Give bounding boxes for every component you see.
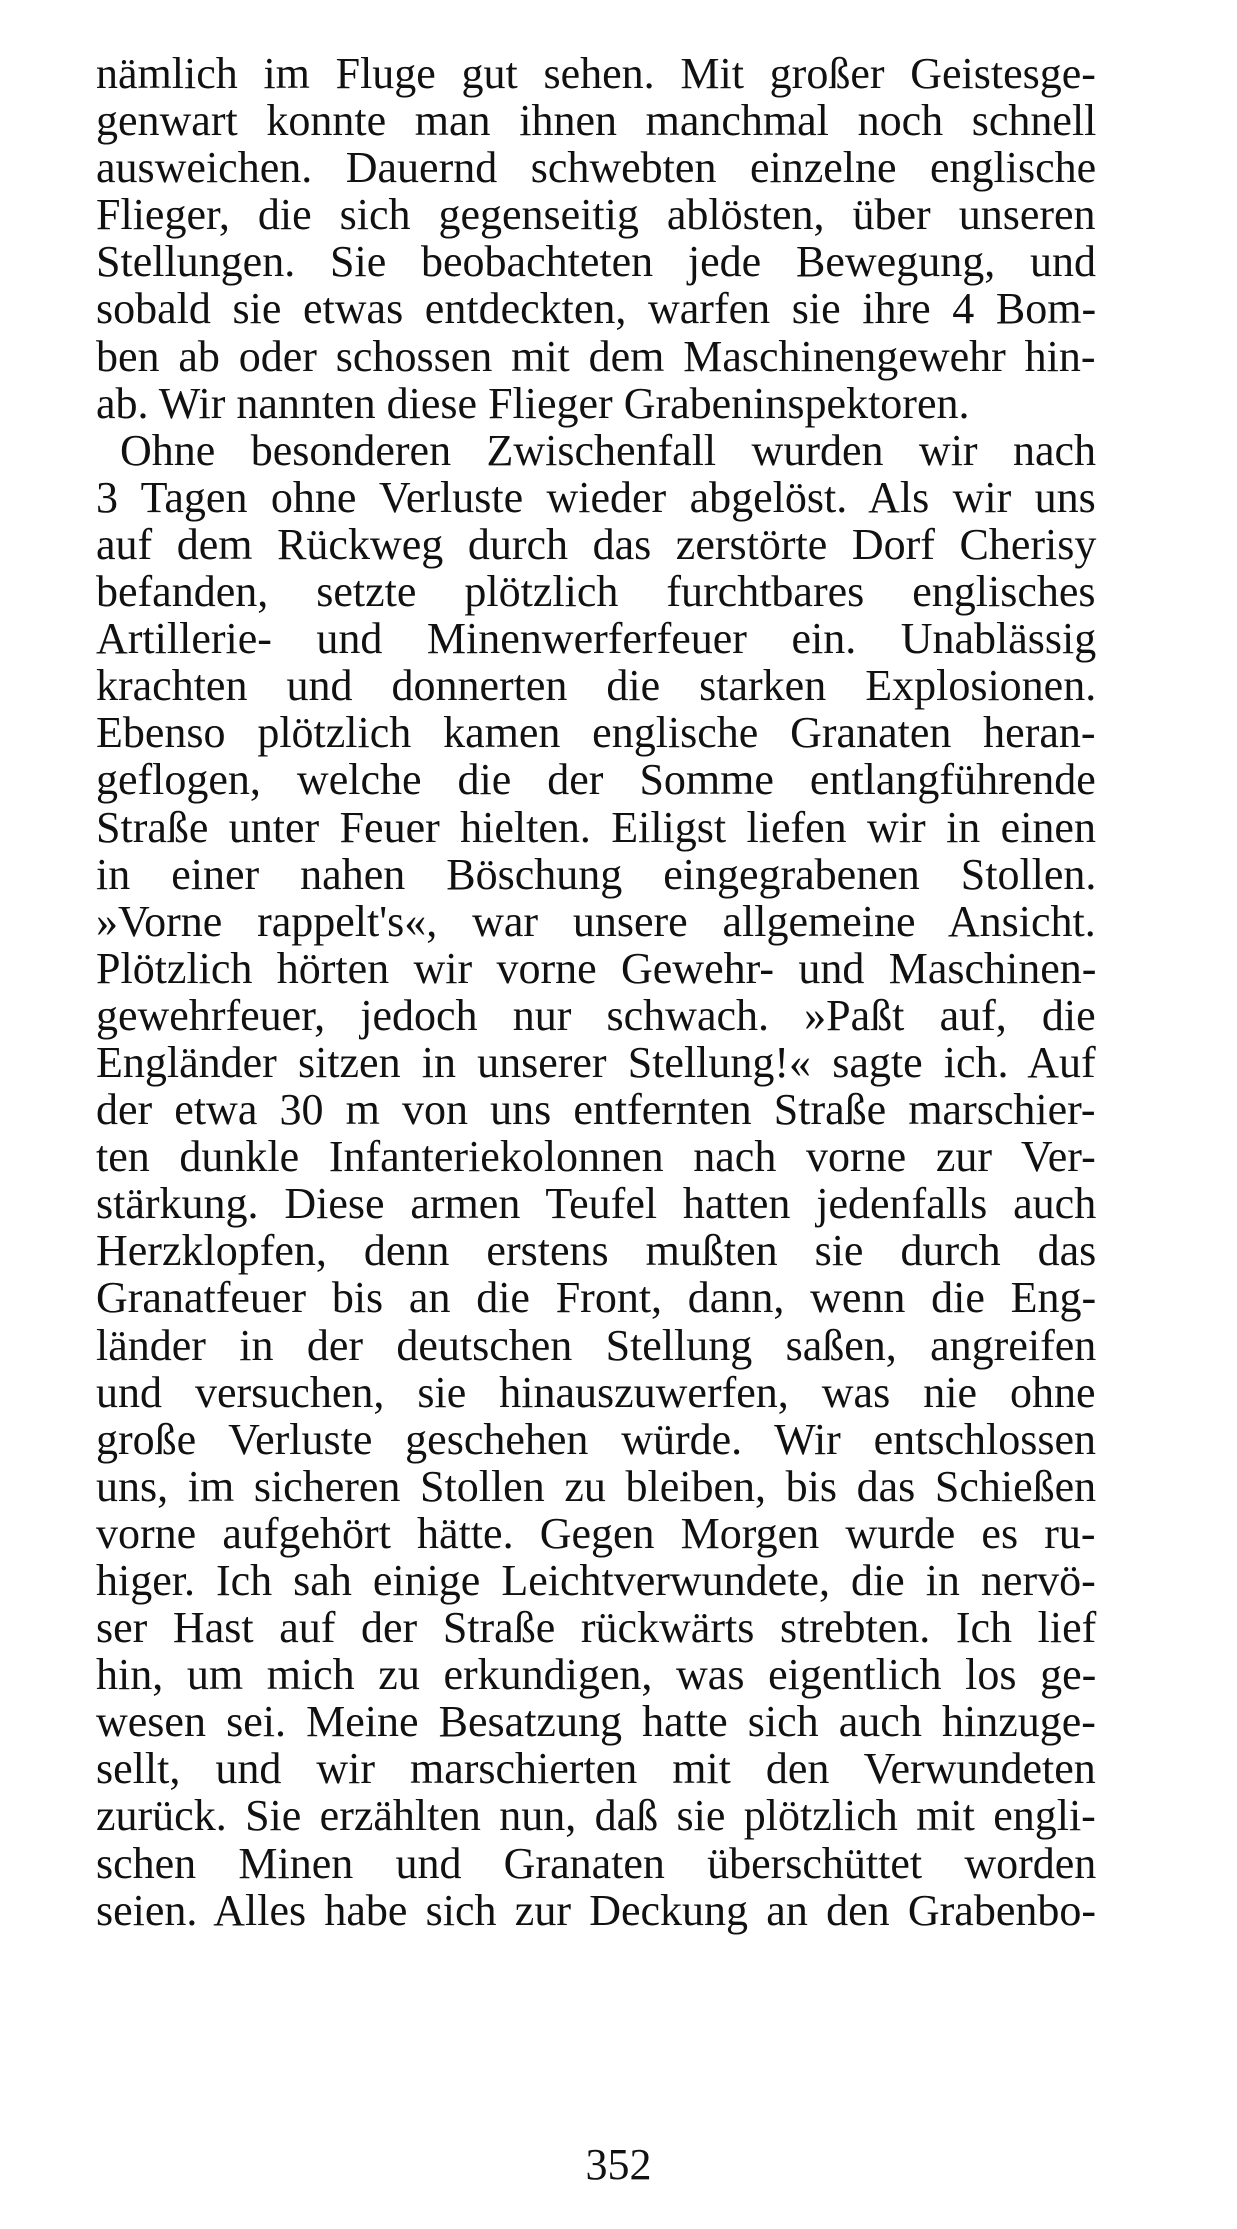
text-line: große Verluste geschehen würde. Wir entschlossen bbox=[96, 1414, 1097, 1464]
text-line: genwart konnte man ihnen manchmal noch schnell bbox=[96, 96, 1097, 146]
text-line: sellt, und wir marschierten mit den Verwundeten bbox=[96, 1744, 1096, 1794]
text-line: Ebenso plötzlich kamen englische Granaten heran- bbox=[96, 708, 1096, 758]
text-line: 3 Tagen ohne Verluste wieder abgelöst. Als wir uns bbox=[96, 472, 1096, 522]
text-line: sobald sie etwas entdeckten, warfen sie ihre 4 Bom- bbox=[96, 284, 1097, 334]
text-line: ten dunkle Infanteriekolonnen nach vorne zur Ver- bbox=[96, 1132, 1096, 1182]
paragraph-first-line: Ohne besonderen Zwischenfall wurden wir nach bbox=[120, 425, 1097, 475]
text-line: Straße unter Feuer hielten. Eiligst liefen wir in einen bbox=[96, 802, 1096, 852]
text-line: ab. Wir nannten diese Flieger Grabeninspektoren. bbox=[96, 378, 970, 428]
body-text bbox=[96, 50, 1096, 1934]
text-line: zurück. Sie erzählten nun, daß sie plötzlich mit engli- bbox=[96, 1791, 1096, 1841]
text-line: Engländer sitzen in unserer Stellung!« sagte ich. Auf bbox=[96, 1037, 1096, 1087]
text-line: krachten und donnerten die starken Explosionen. bbox=[96, 661, 1097, 711]
text-line: Stellungen. Sie beobachteten jede Bewegung, und bbox=[96, 237, 1096, 287]
text-line: Flieger, die sich gegenseitig ablösten, über unseren bbox=[96, 190, 1096, 240]
text-line: nämlich im Fluge gut sehen. Mit großer Geistesge- bbox=[96, 49, 1096, 98]
text-line: uns, im sicheren Stollen zu bleiben, bis das Schießen bbox=[96, 1461, 1097, 1511]
text-line: stärkung. Diese armen Teufel hatten jedenfalls auch bbox=[96, 1179, 1097, 1229]
page-number: 352 bbox=[585, 2140, 652, 2189]
text-line: in einer nahen Böschung eingegrabenen Stollen. bbox=[96, 849, 1097, 899]
text-line: higer. Ich sah einige Leichtverwundete, die in nervö- bbox=[96, 1556, 1096, 1605]
text-line: gewehrfeuer, jedoch nur schwach. »Paßt auf, die bbox=[96, 990, 1096, 1040]
text-line: auf dem Rückweg durch das zerstörte Dorf Cherisy bbox=[96, 519, 1097, 569]
text-line: ausweichen. Dauernd schwebten einzelne englische bbox=[96, 143, 1097, 193]
text-line: ben ab oder schossen mit dem Maschinengewehr hin- bbox=[96, 331, 1096, 381]
text-line: Granatfeuer bis an die Front, dann, wenn die Eng- bbox=[96, 1273, 1097, 1323]
text-line: wesen sei. Meine Besatzung hatte sich auch hinzuge- bbox=[96, 1697, 1096, 1747]
text-line: befanden, setzte plötzlich furchtbares englisches bbox=[96, 567, 1096, 617]
text-line: geflogen, welche die der Somme entlangführende bbox=[96, 755, 1096, 805]
text-line: hin, um mich zu erkundigen, was eigentlich los ge- bbox=[96, 1650, 1097, 1700]
text-line: vorne aufgehört hätte. Gegen Morgen wurde es ru- bbox=[96, 1508, 1096, 1558]
text-line: Artillerie- und Minenwerferfeuer ein. Unablässig bbox=[96, 614, 1097, 664]
text-line: »Vorne rappelt's«, war unsere allgemeine Ansicht. bbox=[96, 896, 1096, 946]
text-line: ser Hast auf der Straße rückwärts strebten. Ich lief bbox=[96, 1603, 1097, 1653]
text-line: schen Minen und Granaten überschüttet worden bbox=[96, 1838, 1097, 1888]
text-line: seien. Alles habe sich zur Deckung an den Grabenbo- bbox=[96, 1885, 1097, 1935]
text-line: und versuchen, sie hinauszuwerfen, was nie ohne bbox=[96, 1367, 1096, 1417]
text-line: Plötzlich hörten wir vorne Gewehr- und Maschinen- bbox=[96, 943, 1097, 993]
text-line: länder in der deutschen Stellung saßen, angreifen bbox=[96, 1320, 1097, 1370]
text-line: der etwa 30 m von uns entfernten Straße marschier- bbox=[96, 1085, 1096, 1135]
text-line: Herzklopfen, denn erstens mußten sie durch das bbox=[96, 1226, 1097, 1276]
